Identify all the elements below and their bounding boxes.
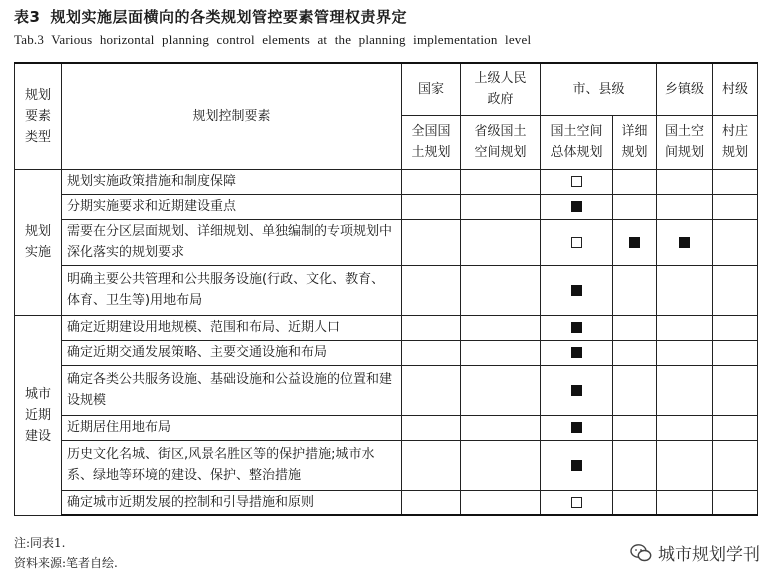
responsibility-cell	[657, 169, 713, 194]
responsibility-cell	[461, 490, 541, 515]
responsibility-cell	[713, 219, 758, 265]
control-elements-table	[14, 62, 758, 516]
note-line: 注:同表1.	[14, 536, 66, 550]
responsibility-cell	[402, 365, 461, 415]
wechat-icon	[630, 543, 652, 563]
table-row	[15, 265, 758, 315]
responsibility-cell	[541, 365, 613, 415]
watermark	[630, 540, 760, 565]
responsibility-cell	[402, 194, 461, 219]
responsibility-cell	[657, 219, 713, 265]
watermark-text: 城市规划学刊	[658, 545, 760, 565]
responsibility-cell	[402, 440, 461, 490]
header-plan-township: 国土空 间规划	[657, 115, 713, 169]
table-row	[15, 315, 758, 340]
responsibility-cell	[461, 219, 541, 265]
responsibility-cell	[657, 194, 713, 219]
responsibility-cell	[613, 365, 657, 415]
table-notes	[14, 533, 118, 573]
responsibility-cell	[402, 490, 461, 515]
filled-square-icon	[571, 285, 582, 296]
control-element-cell: 分期实施要求和近期建设重点	[62, 194, 402, 219]
control-element-cell: 规划实施政策措施和制度保障	[62, 169, 402, 194]
table-title-cn: 规划实施层面横向的各类规划管控要素管理权责界定	[50, 8, 407, 26]
responsibility-cell	[713, 169, 758, 194]
control-element-cell: 明确主要公共管理和公共服务设施(行政、文化、教育、体育、卫生等)用地布局	[62, 265, 402, 315]
responsibility-cell	[613, 169, 657, 194]
responsibility-cell	[541, 219, 613, 265]
table-row	[15, 365, 758, 415]
table-row	[15, 340, 758, 365]
responsibility-cell	[461, 194, 541, 219]
responsibility-cell	[461, 365, 541, 415]
filled-square-icon	[629, 237, 640, 248]
responsibility-cell	[713, 194, 758, 219]
header-element-col: 规划控制要素	[62, 63, 402, 169]
responsibility-cell	[402, 340, 461, 365]
control-element-cell: 近期居住用地布局	[62, 415, 402, 440]
responsibility-cell	[613, 415, 657, 440]
responsibility-cell	[713, 315, 758, 340]
element-type-cell: 规划 实施	[15, 169, 62, 315]
responsibility-cell	[402, 315, 461, 340]
responsibility-cell	[657, 365, 713, 415]
responsibility-cell	[613, 219, 657, 265]
source-line: 资料来源:笔者自绘.	[14, 556, 118, 570]
responsibility-cell	[541, 340, 613, 365]
responsibility-cell	[657, 315, 713, 340]
empty-square-icon	[571, 237, 582, 248]
responsibility-cell	[613, 265, 657, 315]
responsibility-cell	[541, 440, 613, 490]
responsibility-cell	[402, 265, 461, 315]
table-row	[15, 194, 758, 219]
table-number: 表3	[14, 8, 41, 26]
filled-square-icon	[571, 460, 582, 471]
control-element-cell: 需要在分区层面规划、详细规划、单独编制的专项规划中深化落实的规划要求	[62, 219, 402, 265]
header-level-township: 乡镇级	[657, 63, 713, 115]
filled-square-icon	[571, 347, 582, 358]
responsibility-cell	[713, 265, 758, 315]
responsibility-cell	[461, 415, 541, 440]
filled-square-icon	[571, 385, 582, 396]
header-level-national: 国家	[402, 63, 461, 115]
responsibility-cell	[541, 194, 613, 219]
table-row	[15, 219, 758, 265]
header-type-col: 规划 要素 类型	[15, 63, 62, 169]
filled-square-icon	[571, 322, 582, 333]
responsibility-cell	[657, 265, 713, 315]
responsibility-cell	[461, 169, 541, 194]
responsibility-cell	[613, 340, 657, 365]
filled-square-icon	[571, 201, 582, 212]
filled-square-icon	[679, 237, 690, 248]
empty-square-icon	[571, 497, 582, 508]
responsibility-cell	[713, 490, 758, 515]
responsibility-cell	[402, 169, 461, 194]
responsibility-cell	[613, 194, 657, 219]
table-row	[15, 490, 758, 515]
header-plan-village: 村庄 规划	[713, 115, 758, 169]
responsibility-cell	[461, 315, 541, 340]
responsibility-cell	[461, 265, 541, 315]
element-type-cell: 城市 近期 建设	[15, 315, 62, 515]
responsibility-cell	[657, 340, 713, 365]
header-plan-detailed: 详细 规划	[613, 115, 657, 169]
header-plan-provincial: 省级国土 空间规划	[461, 115, 541, 169]
control-element-cell: 确定近期建设用地规模、范围和布局、近期人口	[62, 315, 402, 340]
table-caption-cn	[14, 6, 407, 27]
control-element-cell: 确定近期交通发展策略、主要交通设施和布局	[62, 340, 402, 365]
responsibility-cell	[402, 219, 461, 265]
responsibility-cell	[541, 415, 613, 440]
header-plan-master: 国土空间 总体规划	[541, 115, 613, 169]
responsibility-cell	[713, 340, 758, 365]
header-plan-national: 全国国 土规划	[402, 115, 461, 169]
filled-square-icon	[571, 422, 582, 433]
responsibility-cell	[613, 315, 657, 340]
responsibility-cell	[402, 415, 461, 440]
table-row	[15, 169, 758, 194]
responsibility-cell	[713, 440, 758, 490]
responsibility-cell	[713, 365, 758, 415]
responsibility-cell	[657, 490, 713, 515]
control-element-cell: 确定城市近期发展的控制和引导措施和原则	[62, 490, 402, 515]
control-element-cell: 历史文化名城、街区,风景名胜区等的保护措施;城市水系、绿地等环境的建设、保护、整治措施	[62, 440, 402, 490]
header-level-village: 村级	[713, 63, 758, 115]
table-row	[15, 440, 758, 490]
responsibility-cell	[541, 265, 613, 315]
table-row	[15, 415, 758, 440]
responsibility-cell	[541, 315, 613, 340]
empty-square-icon	[571, 176, 582, 187]
header-level-superior-gov: 上级人民 政府	[461, 63, 541, 115]
responsibility-cell	[541, 169, 613, 194]
table-title-en: Tab.3 Various horizontal planning control elements at the planning implementation level	[14, 32, 532, 47]
responsibility-cell	[613, 490, 657, 515]
header-level-city-county: 市、县级	[541, 63, 657, 115]
responsibility-cell	[461, 440, 541, 490]
responsibility-cell	[461, 340, 541, 365]
responsibility-cell	[613, 440, 657, 490]
responsibility-cell	[657, 415, 713, 440]
responsibility-cell	[657, 440, 713, 490]
responsibility-cell	[541, 490, 613, 515]
control-element-cell: 确定各类公共服务设施、基础设施和公益设施的位置和建设规模	[62, 365, 402, 415]
responsibility-cell	[713, 415, 758, 440]
